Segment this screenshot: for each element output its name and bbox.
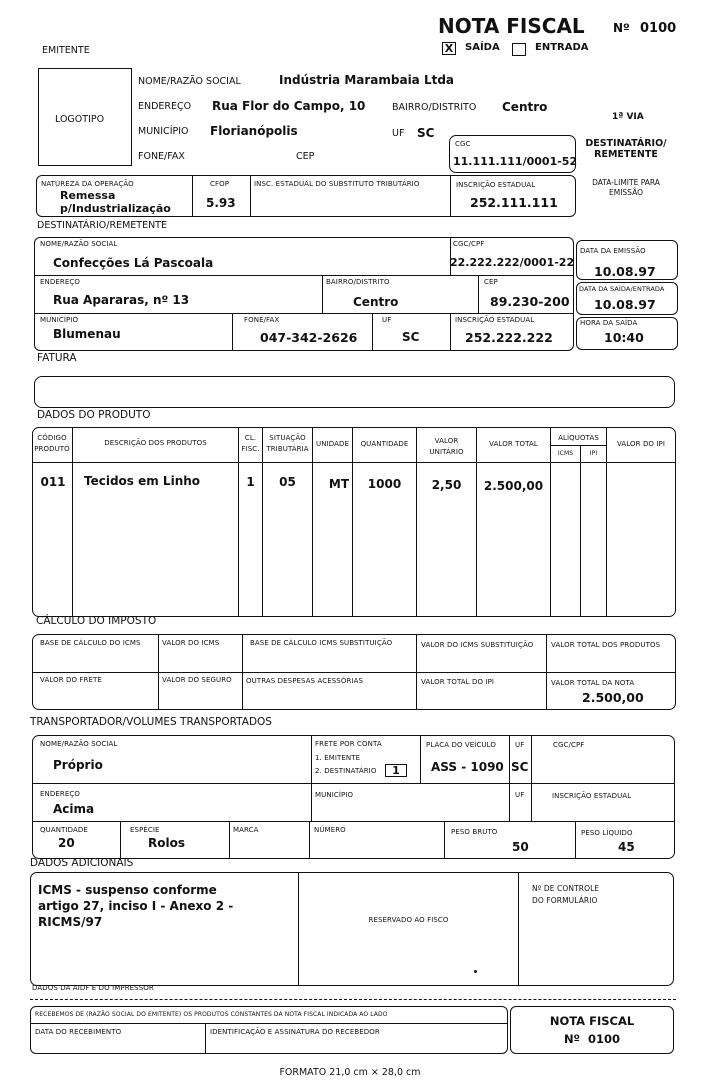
valor-icms-label: VALOR DO ICMS: [162, 639, 220, 647]
recebemos-label: RECEBEMOS DE (RAZÃO SOCIAL DO EMITENTE) OS PRODUTOS CONSTANTES DA NOTA FISCAL INDICADA AO LADO: [35, 1011, 388, 1018]
col-valor-unitario: VALOR UNITÁRIO: [429, 437, 464, 456]
data-saida-label: DATA DA SAÍDA/ENTRADA: [579, 285, 665, 293]
destinatario-remetente-header: DESTINATÁRIO/ REMETENTE: [585, 138, 667, 161]
row-valor-total: 2.500,00: [483, 479, 544, 493]
natureza-value-1: Remessa: [60, 189, 116, 202]
peso-liquido-label: PESO LÍQUIDO: [581, 829, 633, 837]
cgc-label: CGC: [455, 140, 471, 148]
numero-label: Nº: [613, 21, 630, 35]
transp-uf-label: UF: [515, 741, 525, 749]
row-codigo: 011: [40, 475, 66, 489]
dest-bairro-label: BAIRRO/DISTRITO: [326, 278, 390, 286]
placa-label: PLACA DO VEÍCULO: [426, 741, 497, 749]
canhoto-numero: Nº 0100: [563, 1032, 621, 1046]
valor-icms-subst-label: VALOR DO ICMS SUBSTITUIÇÃO: [421, 641, 534, 649]
emitente-bairro-label: BAIRRO/DISTRITO: [392, 102, 477, 113]
adicionais-texto-2: artigo 27, inciso I - Anexo 2 -: [38, 899, 234, 913]
dest-cgc-label: CGC/CPF: [453, 240, 485, 248]
cfop-value: 5.93: [206, 196, 236, 210]
adicionais-section-title: DADOS ADICIONAIS: [30, 857, 134, 869]
saida-label: SAÍDA: [465, 42, 500, 53]
base-icms-subst-label: BASE DE CÁLCULO ICMS SUBSTITUIÇÃO: [250, 639, 393, 647]
dest-fone: 047-342-2626: [260, 330, 358, 345]
valor-frete-label: VALOR DO FRETE: [40, 676, 102, 684]
natureza-label: NATUREZA DA OPERAÇÃO: [41, 180, 134, 188]
emitente-cep-label: CEP: [296, 151, 315, 162]
transp-insc-label: INSCRIÇÃO ESTADUAL: [552, 792, 632, 800]
row-unidade: MT: [328, 477, 350, 491]
transp-endereco-label: ENDEREÇO: [40, 790, 80, 798]
dest-municipio-label: MUNICÍPIO: [40, 316, 79, 324]
dest-endereco-label: ENDEREÇO: [40, 278, 80, 286]
emitente-endereco-label: ENDEREÇO: [138, 101, 192, 112]
hora-saida-label: HORA DA SAÍDA: [580, 319, 638, 327]
adicionais-texto-1: ICMS - suspenso conforme: [38, 883, 217, 897]
emitente-municipio-label: MUNICÍPIO: [138, 126, 189, 137]
data-recebimento-label: DATA DO RECEBIMENTO: [35, 1028, 122, 1036]
transp-municipio-label: MUNICÍPIO: [315, 791, 354, 799]
numero-vol-label: NÚMERO: [314, 826, 346, 834]
natureza-value-2: p/Industrialização: [60, 202, 171, 215]
reservado-fisco-label: RESERVADO AO FISCO: [368, 916, 449, 924]
emitente-uf: SC: [417, 126, 435, 140]
dest-cep-label: CEP: [484, 278, 498, 286]
row-situacao: 05: [279, 475, 296, 489]
data-emissao: 10.08.97: [594, 264, 656, 279]
emitente-insc-label: INSCRIÇÃO ESTADUAL: [456, 181, 536, 189]
quantidade-label: QUANTIDADE: [40, 826, 88, 834]
imposto-section-title: CÁLCULO DO IMPOSTO: [36, 615, 157, 627]
transp-uf2-label: UF: [515, 791, 525, 799]
transp-nome-label: NOME/RAZÃO SOCIAL: [40, 740, 118, 748]
valor-seguro-label: VALOR DO SEGURO: [162, 676, 232, 684]
frete-label: FRETE POR CONTA: [315, 740, 382, 748]
col-valor-ipi: VALOR DO IPI: [616, 440, 666, 448]
fatura-box: [34, 376, 675, 408]
dest-cgc: 22.222.222/0001-22: [450, 256, 575, 269]
data-limite-label: DATA-LIMITE PARA EMISSÃO: [592, 178, 660, 197]
destinatario-section-title: DESTINATÁRIO/REMETENTE: [37, 220, 167, 231]
col-icms: ICMS: [557, 450, 574, 457]
logotipo-label: LOGOTIPO: [55, 114, 105, 125]
base-icms-label: BASE DE CÁLCULO DO ICMS: [40, 639, 141, 647]
hora-saida: 10:40: [604, 330, 644, 345]
adicionais-texto-3: RICMS/97: [38, 915, 103, 929]
row-cl-fisc: 1: [246, 475, 255, 489]
emitente-fone-label: FONE/FAX: [138, 151, 185, 162]
entrada-label: ENTRADA: [535, 42, 589, 53]
cfop-label: CFOP: [210, 180, 230, 188]
dest-insc-label: INSCRIÇÃO ESTADUAL: [455, 316, 535, 324]
nota-fiscal-title: NOTA FISCAL: [438, 14, 585, 38]
dest-uf-label: UF: [382, 316, 392, 324]
controle-label-1: Nº DE CONTROLE: [532, 884, 600, 893]
dest-nome-label: NOME/RAZÃO SOCIAL: [40, 240, 118, 248]
fatura-section-title: FATURA: [37, 352, 77, 364]
especie-value: Rolos: [148, 836, 185, 850]
produtos-section-title: DADOS DO PRODUTO: [37, 409, 151, 421]
dest-cep: 89.230-200: [490, 294, 570, 309]
cgc-value: 11.111.111/0001-52: [453, 155, 578, 168]
assinatura-label: IDENTIFICAÇÃO E ASSINATURA DO RECEBEDOR: [210, 1028, 380, 1036]
aidf-label: DADOS DA AIDF E DO IMPRESSOR: [32, 984, 154, 992]
dest-bairro: Centro: [353, 295, 399, 309]
col-ipi: IPI: [589, 450, 598, 457]
dest-nome: Confecções Lá Pascoala: [53, 256, 214, 270]
valor-total-nota-label: VALOR TOTAL DA NOTA: [551, 679, 635, 687]
emitente-nome-label: NOME/RAZÃO SOCIAL: [138, 76, 241, 87]
dest-uf: SC: [402, 330, 420, 344]
marca-label: MARCA: [233, 826, 259, 834]
data-emissao-label: DATA DA EMISSÃO: [580, 247, 646, 255]
transportador-section-title: TRANSPORTADOR/VOLUMES TRANSPORTADOS: [30, 716, 272, 728]
col-situacao: SITUAÇÃO TRIBUTÁRIA: [266, 434, 309, 453]
transp-endereco: Acima: [53, 802, 95, 816]
emitente-insc-value: 252.111.111: [470, 195, 558, 210]
peso-bruto-label: PESO BRUTO: [451, 828, 498, 836]
valor-total-produtos-label: VALOR TOTAL DOS PRODUTOS: [551, 641, 661, 649]
numero-value: 0100: [640, 21, 677, 36]
valor-total-ipi-label: VALOR TOTAL DO IPI: [421, 678, 495, 686]
outras-despesas-label: OUTRAS DESPESAS ACESSÓRIAS: [246, 677, 364, 685]
row-valor-unitario: 2,50: [431, 478, 462, 492]
peso-bruto-value: 50: [512, 840, 529, 854]
frete-option-2: 2. DESTINATÁRIO: [315, 767, 377, 775]
insc-subst-label: INSC. ESTADUAL DO SUBSTITUTO TRIBUTÁRIO: [254, 180, 420, 188]
frete-checkbox[interactable]: 1: [385, 764, 407, 777]
emitente-bairro: Centro: [502, 100, 548, 114]
especie-label: ESPÉCIE: [130, 826, 160, 834]
peso-liquido-value: 45: [618, 840, 635, 854]
dest-municipio: Blumenau: [53, 327, 121, 341]
controle-label-2: DO FORMULÁRIO: [532, 896, 598, 905]
cut-line: [30, 999, 676, 1000]
valor-total-nota: 2.500,00: [582, 690, 644, 705]
entrada-checkbox[interactable]: [512, 43, 526, 56]
col-aliquotas: ALÍQUOTAS: [558, 434, 599, 442]
saida-checkbox[interactable]: X: [442, 42, 456, 55]
emitente-municipio: Florianópolis: [210, 124, 298, 138]
col-valor-total: VALOR TOTAL: [489, 440, 538, 448]
quantidade-value: 20: [58, 836, 75, 850]
emitente-endereco: Rua Flor do Campo, 10: [212, 99, 366, 113]
frete-option-1: 1. EMITENTE: [315, 754, 361, 762]
data-saida: 10.08.97: [594, 297, 656, 312]
col-unidade: UNIDADE: [316, 440, 349, 448]
col-descricao: DESCRIÇÃO DOS PRODUTOS: [104, 439, 207, 447]
dest-insc: 252.222.222: [465, 330, 553, 345]
emitente-label: EMITENTE: [42, 45, 90, 56]
canhoto-title: NOTA FISCAL: [549, 1014, 635, 1028]
col-codigo: CÓDIGO PRODUTO: [34, 434, 70, 453]
dest-endereco: Rua Apararas, nº 13: [53, 293, 190, 307]
row-descricao: Tecidos em Linho: [84, 474, 201, 488]
transp-cgc-label: CGC/CPF: [553, 741, 585, 749]
col-cl-fisc: CL. FISC.: [241, 434, 260, 453]
via-label: 1ª VIA: [612, 112, 644, 122]
placa-value: ASS - 1090: [431, 760, 504, 774]
formato-label: FORMATO 21,0 cm × 28,0 cm: [279, 1067, 421, 1078]
dest-fone-label: FONE/FAX: [244, 316, 280, 324]
transp-nome: Próprio: [53, 758, 103, 772]
transp-uf: SC: [511, 760, 529, 774]
emitente-nome: Indústria Marambaia Ltda: [279, 73, 455, 87]
row-quantidade: 1000: [367, 477, 402, 491]
col-quantidade: QUANTIDADE: [360, 440, 409, 448]
fisco-dot: [474, 970, 477, 973]
emitente-uf-label: UF: [392, 128, 405, 139]
